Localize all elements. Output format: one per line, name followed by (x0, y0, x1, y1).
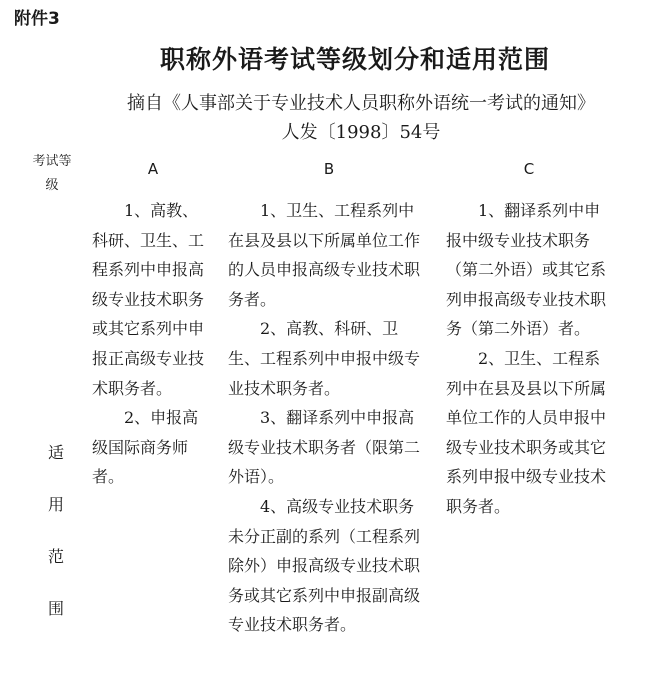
grade-a-header: A (147, 160, 159, 178)
scope-item: 1、翻译系列中申报中级专业技术职务（第二外语）或其它系列申报高级专业技术职务（第二外语）者。 (446, 201, 607, 339)
grade-c-scope (446, 196, 612, 522)
scope-item: 2、申报高级国际商务师者。 (92, 408, 199, 487)
scope-item: 1、高教、科研、卫生、工程系列中申报高级专业技术职务或其它系列中申报正高级专业技术职务者。 (92, 201, 205, 398)
scope-item: 2、卫生、工程系列中在县及县以下所属单位工作的人员申报中级专业技术职务或其它系列申报中级专业技术职务者。 (446, 348, 607, 516)
grade-b-header: B (323, 160, 335, 178)
scope-item: 4、高级专业技术职务未分正副的系列（工程系列除外）申报高级专业技术职务或其它系列中申报副高级专业技术职务者。 (228, 496, 421, 635)
scope-label-char: 适 (47, 443, 64, 462)
scope-item: 2、高教、科研、卫生、工程系列中申报中级专业技术职务者。 (228, 319, 421, 398)
attachment-label: 附件3 (14, 9, 60, 29)
grade-c-header: C (523, 160, 535, 178)
scope-label-char: 范 (47, 547, 64, 566)
document-subtitle: 摘自《人事部关于专业技术人员职称外语统一考试的通知》 (127, 93, 595, 114)
grade-a-scope (92, 196, 212, 492)
scope-item: 1、卫生、工程系列中在县及县以下所属单位工作的人员申报高级专业技术职务者。 (228, 201, 421, 309)
document-title: 职称外语考试等级划分和适用范围 (159, 45, 550, 74)
scope-row-label (46, 440, 66, 648)
grade-b-scope (228, 196, 430, 640)
grade-row-label: 考试等级 (32, 154, 72, 193)
scope-item: 3、翻译系列中申报高级专业技术职务者（限第二外语）。 (228, 408, 421, 487)
scope-label-char: 围 (47, 599, 64, 618)
scope-label-char: 用 (47, 495, 64, 514)
document-number: 人发〔1998〕54号 (281, 122, 441, 143)
